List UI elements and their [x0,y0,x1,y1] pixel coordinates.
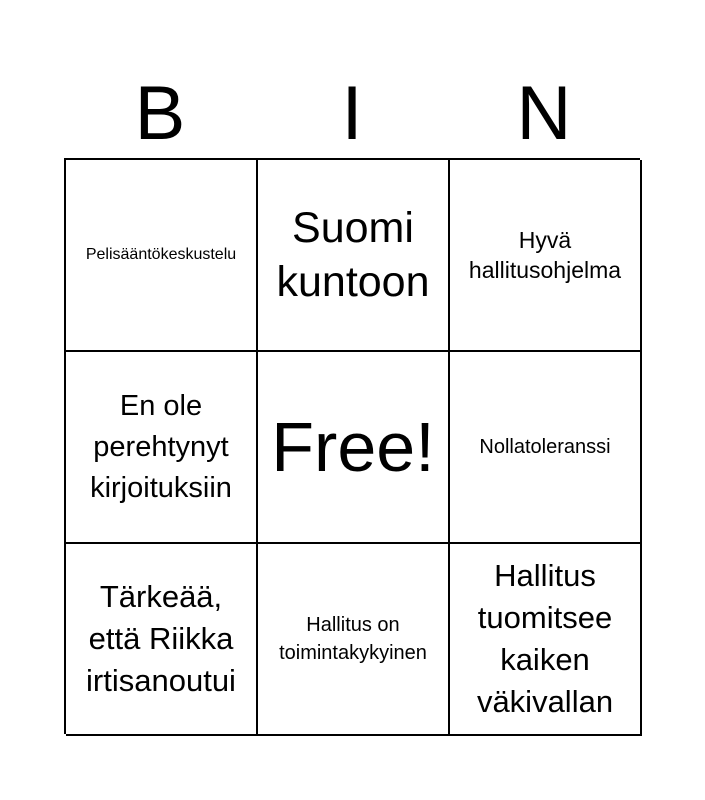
bingo-cell-r1c2[interactable] [258,160,450,352]
bingo-cell-r3c3[interactable] [450,544,642,736]
header-letter-b: B [134,71,186,156]
bingo-cell-r3c2[interactable] [258,544,450,736]
bingo-cell-text: En ole perehtynyt kirjoituksiin [90,389,232,504]
bingo-cell-text: Suomi kuntoon [276,204,430,306]
bingo-cell-r3c1[interactable] [66,544,258,736]
free-space[interactable] [258,352,450,544]
bingo-cell-text: Nollatoleranssi [479,436,611,458]
header-letter-i: I [341,71,363,156]
bingo-cell-r1c1[interactable] [66,160,258,352]
bingo-cell-text: Tärkeää, että Riikka irtisanoutui [86,579,236,698]
bingo-cell-r2c1[interactable] [66,352,258,544]
bingo-cell-text: Hallitus on toimintakykyinen [279,614,427,664]
bingo-cell-r1c3[interactable] [450,160,642,352]
bingo-cell-r2c3[interactable] [450,352,642,544]
header-letter-n: N [516,71,572,156]
free-space-text: Free! [271,408,435,486]
bingo-cell-text: Pelisääntökeskustelu [85,246,237,263]
bingo-cell-text: Hallitus tuomitsee kaiken väkivallan [476,558,614,719]
bingo-header [64,70,640,158]
bingo-cell-text: Hyvä hallitusohjelma [468,227,622,283]
bingo-grid [64,158,640,734]
